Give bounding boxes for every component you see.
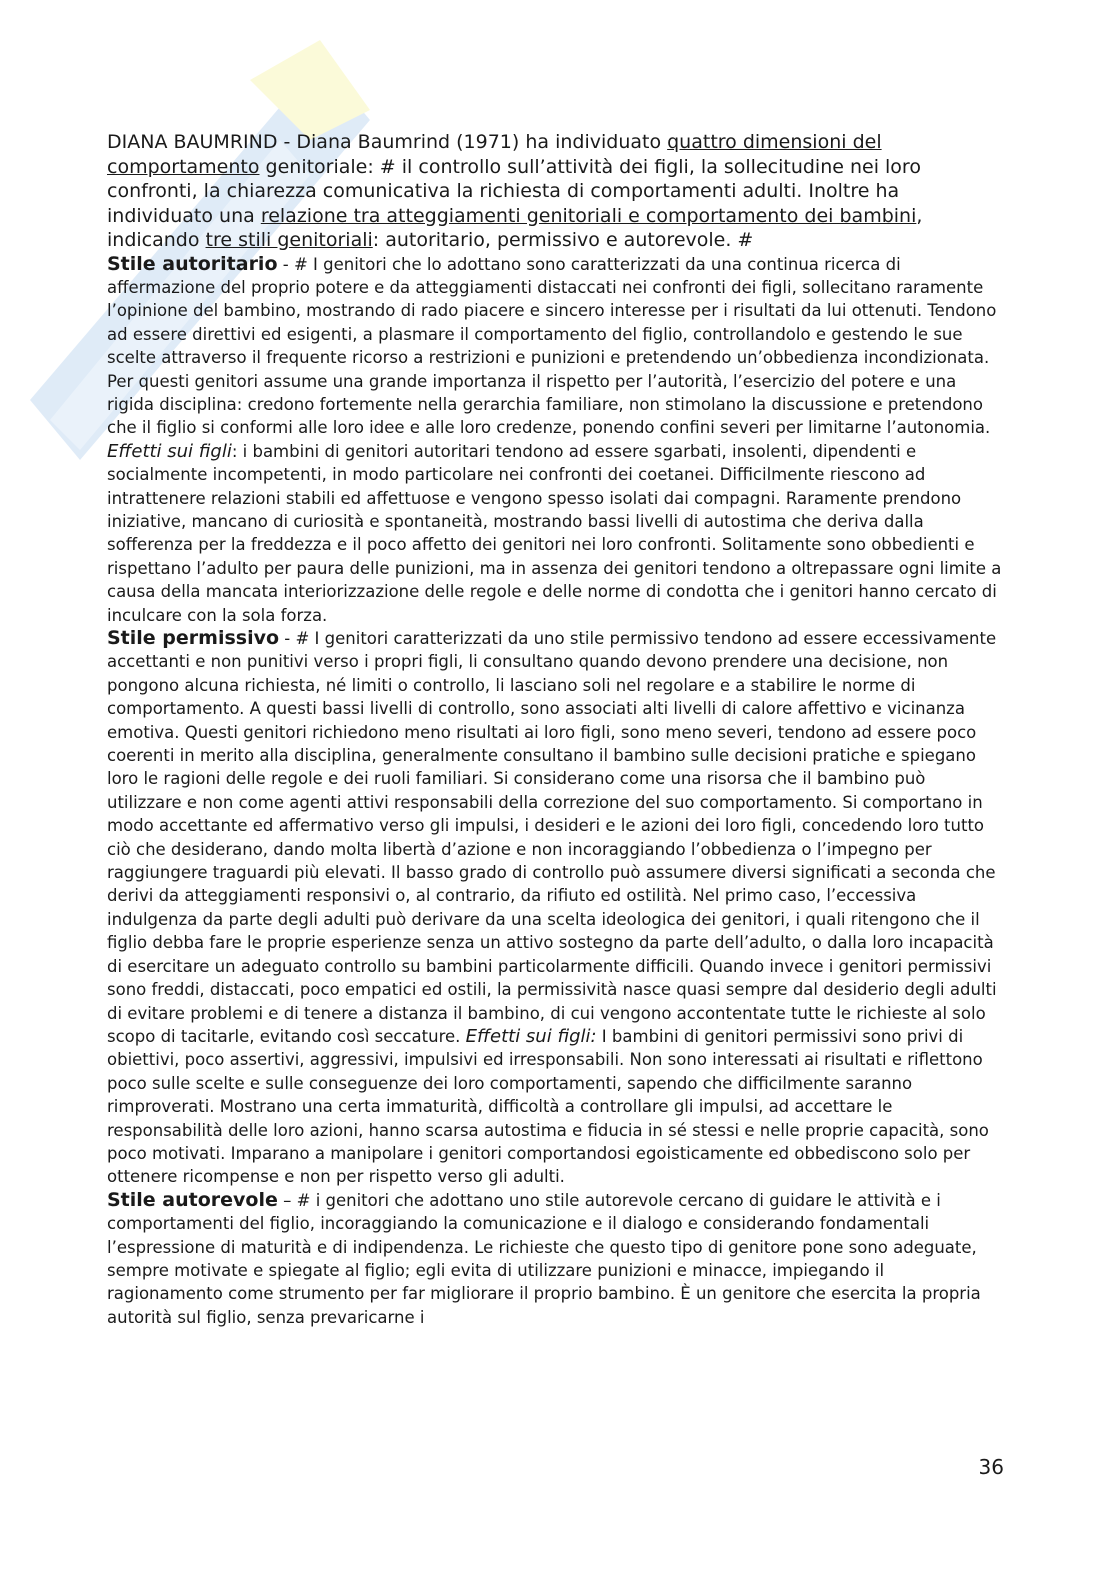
text-autorevole-1: i genitori che adottano uno stile autorevole cercano di guidare le attività e i comportamenti del figlio, incoraggiando la comunicazione e il dialogo e considerando fondamentali l’espressione di maturità e di indipendenza. Le richieste che questo tipo di genitore pone sono adeguate, sempre motivate e spiegate al figlio; egli evita di utilizzare punizioni e minacce, impiegando il ragionamento come strumento per far migliorare il proprio bambino. È un genitore che esercita la propria autorità sul figlio, senza prevaricarne i <box>107 1190 981 1327</box>
heading-autorevole: Stile autorevole <box>107 1188 278 1211</box>
text-permissivo-2: I bambini di genitori permissivi sono privi di obiettivi, poco assertivi, aggressivi, impulsivi ed irresponsabili. Non sono interessati ai risultati e riflettono poco sulle scelte e sulle conseguenze dei loro comportamenti, sapendo che difficilmente saranno rimproverati. Mostrano una certa immaturità, difficoltà a controllare gli impulsi, ad accettare le responsabilità delle loro azioni, hanno scarsa autostima e fiducia in sé stessi e nelle proprie capacità, sono poco motivati. Imparano a manipolare i genitori comportandosi egoisticamente ed obbediscono solo per ottenere ricompense e non per rispetto verso gli adulti. <box>107 1026 989 1187</box>
intro-paragraph <box>107 130 1005 253</box>
intro-text-2: genitoriale: # il controllo sull’attività dei figli, la sollecitudine nei loro confronti, la chiarezza comunicativa la richiesta di comportamenti adulti. Inoltre ha individuato una <box>107 155 921 227</box>
text-autoritario-2: : i bambini di genitori autoritari tendono ad essere sgarbati, insolenti, dipendenti e socialmente incompetenti, in modo particolare nei confronti dei coetanei. Difficilmente riescono ad intrattenere relazioni stabili ed affettuose e vengono spesso isolati dai compagni. Raramente prendono iniziative, mancano di curiosità e spontaneità, mostrando bassi livelli di autostima che deriva dalla sofferenza per la freddezza e il poco affetto dei genitori nei loro confronti. Solitamente sono obbedienti e rispettano l’adulto per paura delle punizioni, ma in assenza dei genitori tendono a oltrepassare ogni limite a causa della mancata interiorizzazione delle regole e delle norme di condotta che i genitori hanno cercato di inculcare con la sola forza. <box>107 441 1002 625</box>
intro-text-4: : autoritario, permissivo e autorevole. # <box>372 229 754 251</box>
page-number: 36 <box>978 1455 1004 1479</box>
heading-autoritario: Stile autoritario <box>107 252 278 275</box>
intro-text-1: DIANA BAUMRIND - Diana Baumrind (1971) ha individuato <box>107 131 668 153</box>
section-autoritario <box>107 253 1005 628</box>
section-permissivo <box>107 627 1005 1189</box>
intro-underline-relation: relazione tra atteggiamenti genitoriali e comportamento dei bambini <box>260 204 917 227</box>
lead-permissivo: - # <box>279 629 315 648</box>
document-page <box>107 130 1005 1329</box>
section-autorevole <box>107 1189 1005 1329</box>
effects-label-permissivo: Effetti sui figli: <box>465 1025 597 1047</box>
lead-autoritario: - # <box>277 254 314 274</box>
text-autoritario-1: I genitori che lo adottano sono caratterizzati da una continua ricerca di affermazione del proprio potere e da atteggiamenti distaccati nei confronti dei figli, sollecitano raramente l’opinione del bambino, mostrando di rado piacere e sincero interesse per i risultati da lui ottenuti. Tendono ad essere direttivi ed esigenti, a plasmare il comportamento del figlio, controllandolo e gestendo le sue scelte attraverso il frequente ricorso a restrizioni e punizioni e pretendendo un’obbedienza incondizionata. Per questi genitori assume una grande importanza il rispetto per l’autorità, l’esercizio del potere e una rigida disciplina: credono fortemente nella gerarchia familiare, non stimolano la discussione e pretendono che il figlio si conformi alle loro idee e alle loro credenze, ponendo confini severi per limitarne l’autonomia. <box>107 254 997 438</box>
text-permissivo-1: I genitori caratterizzati da uno stile permissivo tendono ad essere eccessivamente accettanti e non punitivi verso i propri figli, li consultano quando devono prendere una decisione, non pongono alcuna richiesta, né limiti o controllo, li lasciano soli nel regolare e a stabilire le norme di comportamento. A questi bassi livelli di controllo, sono associati alti livelli di calore affettivo e vicinanza emotiva. Questi genitori richiedono meno risultati ai loro figli, sono meno severi, tendono ad essere poco coerenti in merito alla disciplina, generalmente consultano il bambino sulle decisioni pratiche e spiegano loro le ragioni delle regole e dei ruoli familiari. Si considerano come una risorsa che il bambino può utilizzare e non come agenti attivi responsabili della correzione del suo comportamento. Si comportano in modo accettante ed affermativo verso gli impulsi, i desideri e le azioni dei loro figli, concedendo loro tutto ciò che desiderano, dando molta libertà d’azione e non incoraggiando l’obbedienza o l’impegno per raggiungere traguardi più elevati. Il basso grado di controllo può assumere diversi significati a seconda che derivi da atteggiamenti responsivi o, al contrario, da rifiuto ed ostilità. Nel primo caso, l’eccessiva indulgenza da parte degli adulti può derivare da una scelta ideologica dei genitori, i quali ritengono che il figlio debba fare le proprie esperienze senza un attivo sostegno da parte dell’adulto, o dalla loro incapacità di esercitare un adeguato controllo su bambini particolarmente difficili. Quando invece i genitori permissivi sono freddi, distaccati, poco empatici ed ostili, la permissività nasce quasi sempre dal desiderio degli adulti di evitare problemi e di tenere a distanza il bambino, di cui vengono accontentate tutte le richieste al solo scopo di tacitarle, evitando così seccature. <box>107 629 997 1046</box>
heading-permissivo: Stile permissivo <box>107 627 280 649</box>
effects-label-autoritario: Effetti sui figli <box>107 440 232 462</box>
intro-text-3: , indicando <box>107 204 923 251</box>
intro-underline-styles: tre stili genitoriali <box>205 229 373 251</box>
lead-autorevole: – # <box>277 1190 316 1210</box>
intro-underline-dimensions: quattro dimensioni del comportamento <box>107 131 882 178</box>
